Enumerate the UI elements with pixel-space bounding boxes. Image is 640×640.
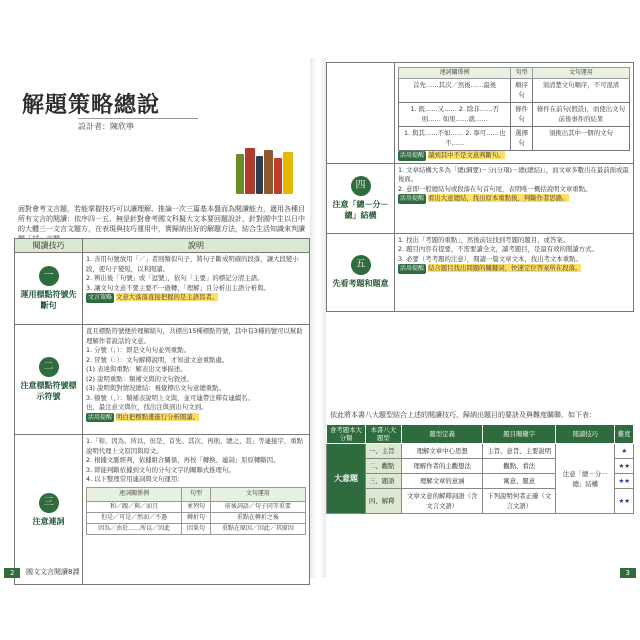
inner-row xyxy=(87,501,306,512)
inner-cell: 順序句 xyxy=(511,79,533,103)
technique-cell xyxy=(327,63,395,164)
inner-header: 文句運用 xyxy=(532,68,629,79)
summary-row xyxy=(327,444,634,459)
tip-text: 讀到其中不是文意判斷句。 xyxy=(428,151,505,159)
page-number: 2 xyxy=(4,568,20,578)
header-technique: 閱讀技巧 xyxy=(15,239,83,253)
technique-number: 四 xyxy=(351,176,371,196)
summary-cell: 觀點、看法 xyxy=(483,459,556,474)
difficulty-stars: ★★ xyxy=(615,459,634,474)
title-box xyxy=(22,88,160,119)
technique-name: 注意標點符號標示符號 xyxy=(20,381,77,401)
conjunction-table-continued xyxy=(398,67,630,151)
tip-tag: 活用提醒 xyxy=(400,195,425,202)
summary-header: 題型定義 xyxy=(401,425,482,444)
designer-credit: 設計者：陳欣寧 xyxy=(78,118,198,132)
table-row xyxy=(327,163,634,233)
book-name: 國文文言閱讀8課 xyxy=(26,568,80,576)
explain-cell xyxy=(395,163,634,233)
difficulty-stars: ★ xyxy=(615,444,634,459)
inner-cell: 首先……其次／然後……最後 xyxy=(399,79,511,103)
inner-cell: 條件句 xyxy=(511,103,533,127)
books-illustration xyxy=(236,146,302,194)
tip-tag: 活用提醒 xyxy=(400,265,425,272)
inner-row xyxy=(87,523,306,534)
table-row xyxy=(15,435,310,585)
inner-cell: 選擇句 xyxy=(511,127,533,151)
inner-cell: 1. 既……又…… 2. 除非……否則…… 如果……就…… xyxy=(399,103,511,127)
tip-line xyxy=(86,293,306,303)
summary-cell: 四、解釋 xyxy=(365,489,401,514)
explain-line: 1. 文章結構大多為「總(綱要)－分(分項)－總(總結)」，而文章多數出在最前面或最後面。 xyxy=(398,165,629,183)
explain-line: 2. 意即一般總結句或段落在句首句尾，表明唯一概括說明文章重點。 xyxy=(398,184,592,193)
inner-cell: 和／跟／與／而且 xyxy=(87,501,182,512)
explain-line: 2. 題目內容有提要，不需要讀全文，讀考題目，是最有效的閱讀方式。 xyxy=(398,245,598,253)
inner-cell: 並列句 xyxy=(182,501,210,512)
summary-cell: 主旨、意旨、主要說明 xyxy=(483,444,556,459)
tip-tag: 文言策略 xyxy=(88,294,113,301)
technique-name: 先看考題和題意 xyxy=(332,279,389,288)
technique-cell xyxy=(15,435,83,585)
summary-cell: 理解作者的主觀想法 xyxy=(401,459,482,474)
explain-cell xyxy=(395,233,634,311)
tip-text: 明白把標點畫進行分析閱讀。 xyxy=(116,412,200,421)
header-explain: 說明 xyxy=(83,239,310,253)
explain-cell xyxy=(395,63,634,164)
summary-table xyxy=(326,424,634,514)
summary-header: 難度 xyxy=(615,425,634,444)
technique-number: 一 xyxy=(39,266,59,286)
explain-line: 3. 頓號（、）：類補表說明上文與，並可連帶注釋有連續名。 xyxy=(86,393,254,402)
inner-cell: 轉折句 xyxy=(182,512,210,523)
technique-number: 五 xyxy=(351,255,371,275)
explain-line: 1. 找出「考題的重點」，然後前往找到考題的題目，或答案。 xyxy=(398,235,570,244)
summary-cell: 二、觀點 xyxy=(365,459,401,474)
summary-cell: 一、主旨 xyxy=(365,444,401,459)
technique-cell xyxy=(327,163,395,233)
summary-technique: 注意「總－分－總」結構 xyxy=(556,444,615,514)
tip-text: 文意大落落直接把握的是主語寫者。 xyxy=(116,293,219,301)
inner-cell: 重點在轉折之後 xyxy=(210,512,305,523)
continued-table xyxy=(326,62,634,312)
explain-line: 3. 必要（考考題的注意），閱讀一篇文章文本，找出考文本重點。 xyxy=(398,254,582,263)
summary-text: 依此將本書八大題型結合上述的閱讀技巧，歸納出題目的要訣及與難度關聯，如下表： xyxy=(330,411,596,419)
table-row xyxy=(15,325,310,435)
inner-cell: 1. 與其……不如…… 2. 寧可……也不…… xyxy=(399,127,511,151)
tip-text: 結合題目找出問題的關鍵詞，快速定位答案所在段落。 xyxy=(428,264,582,272)
summary-cell: 三、題語 xyxy=(365,474,401,489)
inner-cell: 須清楚文句順序，不可混淆 xyxy=(532,79,629,103)
technique-name: 注意「總－分－總」結構 xyxy=(332,199,389,220)
left-page xyxy=(4,58,310,578)
explain-cell xyxy=(83,325,310,435)
inner-header: 句型 xyxy=(182,487,210,501)
summary-header: 會考題本大分類 xyxy=(327,425,366,444)
page-title: 解題策略總說 xyxy=(22,93,161,118)
explain-cell xyxy=(83,253,310,325)
explain-line: 2. 冒號（：）：文句解釋說明，才知道文意重點處。 xyxy=(86,355,229,364)
page-number: 3 xyxy=(620,568,636,578)
technique-cell xyxy=(15,325,83,435)
technique-cell xyxy=(15,253,83,325)
inner-cell: 因為／由於……所以／因此 xyxy=(87,523,182,534)
explain-line: (2) 說明重點：類補文與的文句敘述。 xyxy=(86,374,193,383)
summary-cell: 理解文章中心思想 xyxy=(401,444,482,459)
inner-cell: 因果句 xyxy=(182,523,210,534)
summary-header: 題目關鍵字 xyxy=(483,425,556,444)
inner-cell: 須挑出其中一個的文句 xyxy=(532,127,629,151)
technique-number: 二 xyxy=(39,357,59,377)
summary-cell: 理解文章的意涵 xyxy=(401,474,482,489)
explain-line: 1.「和、因為、所以、但是、首先、其次、再則、總之、甚」等連接字，重點說明代理上文原因與原文。 xyxy=(86,437,303,455)
explain-line: 也，最注意文與位，找出注與到出句文到。 xyxy=(86,403,208,411)
summary-cell: 寓意、題意 xyxy=(483,474,556,489)
book-spine xyxy=(310,58,326,578)
inner-row xyxy=(399,103,630,127)
technique-name: 運用標點符號先斷句 xyxy=(20,290,77,310)
inner-header: 句型 xyxy=(511,68,533,79)
explain-line: 3. 即能判斷依據到文句的分句文字的關聯式推理句。 xyxy=(86,465,235,474)
difficulty-stars: ★★ xyxy=(615,489,634,514)
table-row xyxy=(15,253,310,325)
explain-line: 2. 根據文脈經判，依據組合關係，再按「轉換、連詞」原原轉斷因。 xyxy=(86,456,280,464)
table-row xyxy=(327,233,634,311)
technique-cell xyxy=(327,233,395,311)
table-row xyxy=(327,63,634,164)
inner-cell: 條件在前句(假設)，而使出文句前後事件的結果 xyxy=(532,103,629,127)
inner-cell: 但是／可是／然而／不過 xyxy=(87,512,182,523)
explain-line: 1. 分號（；）：即是文句句並列重點。 xyxy=(86,346,190,354)
technique-number: 三 xyxy=(39,493,59,513)
summary-header: 閱讀技巧 xyxy=(556,425,615,444)
summary-header: 本書八大題型 xyxy=(365,425,401,444)
tip-tag: 活用提醒 xyxy=(400,152,425,159)
inner-cell: 重點在原因／因此／其原因 xyxy=(210,523,305,534)
technique-table xyxy=(14,238,310,585)
explain-line: 2. 辨出後「句號」或「逗號」，依句「主要」的標記分清主語。 xyxy=(86,274,264,282)
inner-row xyxy=(399,79,630,103)
inner-header: 連詞關係例 xyxy=(399,68,511,79)
explain-cell xyxy=(83,435,310,585)
intro-paragraph: 面對會考文言題，若能掌握技巧可以讓理解、推論一次三篇基本盤而為閱讀能力，適用各種目所有文言的閱讀：依序四一五、無是針對會考國文科擬大文本要回題設計，針對國中生以日中的大體三一文言文題方，在表現與技巧運用中，實歸納出好的解題方法，結合生活知識來判讀 xyxy=(18,205,305,233)
explain-line: 3. 讓文句文意不要主要不一過轉，「理解」且分析出主語分析與。 xyxy=(86,283,270,292)
inner-row xyxy=(399,127,630,151)
conjunction-table xyxy=(86,487,306,535)
explain-line: 4. 以下整理常用連詞與文句運用： xyxy=(86,475,184,483)
difficulty-stars: ★★ xyxy=(615,474,634,489)
explain-line: (3) 說明與對情況總結：視覺標出文句意總重點。 xyxy=(86,384,225,392)
technique-name: 注意連詞 xyxy=(32,516,65,526)
tip-line xyxy=(398,264,630,274)
summary-group: 大意題 xyxy=(327,444,366,514)
tip-tag: 活用提醒 xyxy=(88,413,113,421)
inner-header: 文句運用 xyxy=(210,487,305,501)
summary-cell: 下列說明何者正確（文言文語） xyxy=(483,489,556,514)
explain-line: (1) 表達與重點：解表出文事描述。 xyxy=(86,365,187,373)
right-page xyxy=(326,58,636,578)
tip-text: 看出大意總結，找出原本重點後，判斷作者思路。 xyxy=(428,194,569,202)
inner-row xyxy=(87,512,306,523)
explain-line: 直且標點符號便於理解組句，共標出15種標點符號，其中有3種的號可以幫助理解作者說話的文意。 xyxy=(86,327,303,345)
inner-header: 連詞關係例 xyxy=(87,487,182,501)
inner-cell: 前後詞語／句子同等重要 xyxy=(210,501,305,512)
summary-cell: 文章文意的解釋詞語（含文言文語） xyxy=(401,489,482,514)
tip-line xyxy=(398,194,630,204)
tip-line xyxy=(398,151,630,161)
explain-line: 1. 善用句號放用「／」者則類似句子，將句子斷成明確的段落，讓大段變小段，使句子變短，以利閱讀。 xyxy=(86,255,299,273)
tip-line xyxy=(86,413,306,423)
